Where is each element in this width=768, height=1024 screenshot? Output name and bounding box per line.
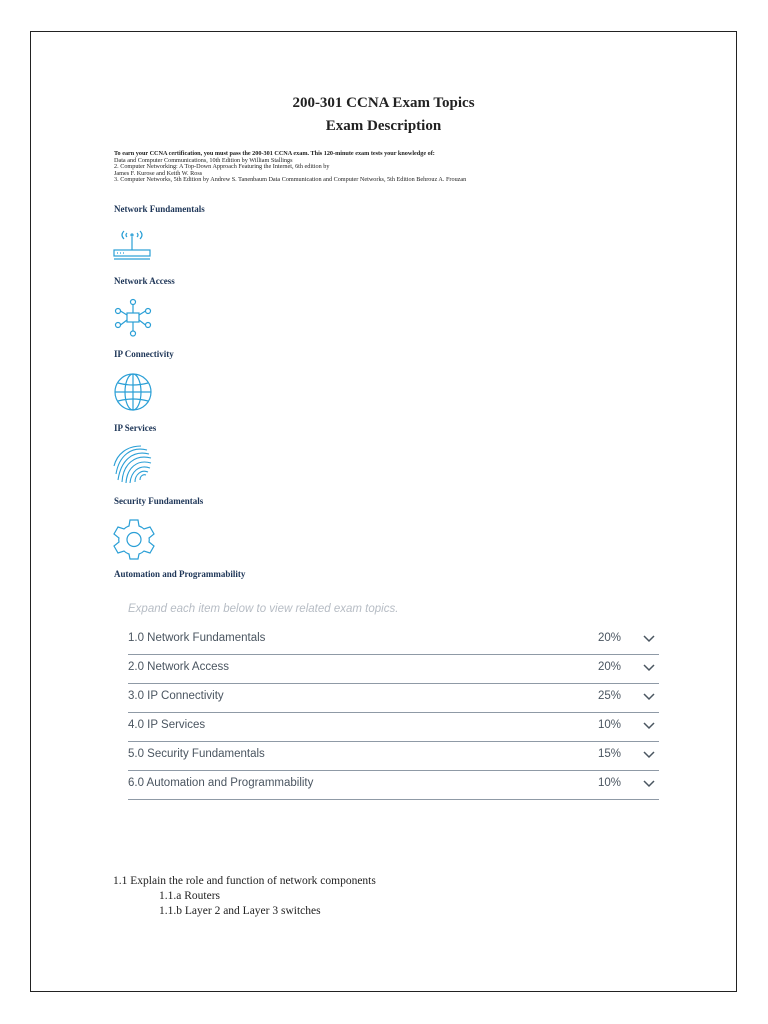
topic-name: 5.0 Security Fundamentals [128, 748, 265, 760]
topic-name: 1.0 Network Fundamentals [128, 632, 266, 644]
topic-name: 6.0 Automation and Programmability [128, 777, 314, 789]
intro-text [114, 151, 674, 184]
gear-icon [113, 518, 155, 560]
chevron-down-icon[interactable] [642, 748, 656, 760]
topic-name: 3.0 IP Connectivity [128, 690, 224, 702]
detail-item: 1.1.b Layer 2 and Layer 3 switches [159, 905, 321, 917]
detail-heading: 1.1 Explain the role and function of network components [113, 875, 376, 887]
topic-row[interactable] [128, 742, 659, 771]
page-title: 200-301 CCNA Exam Topics [292, 95, 475, 111]
chevron-down-icon[interactable] [642, 777, 656, 789]
category-heading-network-access: Network Access [114, 276, 175, 286]
topic-row[interactable] [128, 626, 659, 655]
topic-name: 4.0 IP Services [128, 719, 206, 731]
topic-row[interactable] [128, 713, 659, 742]
chevron-down-icon[interactable] [642, 690, 656, 702]
page-subtitle: Exam Description [325, 118, 442, 134]
chevron-down-icon[interactable] [642, 661, 656, 673]
category-heading-ip-services: IP Services [114, 423, 157, 433]
category-heading-automation: Automation and Programmability [114, 569, 246, 579]
wireless-router-icon [113, 226, 153, 262]
globe-icon [113, 372, 155, 414]
category-heading-security-fundamentals: Security Fundamentals [114, 496, 204, 506]
fingerprint-icon [113, 444, 155, 486]
topic-percent: 20% [598, 661, 622, 673]
intro-line: 2. Computer Networking: A Top-Down Approach Featuring the Internet, 6th edition by [114, 163, 330, 171]
category-heading-ip-connectivity: IP Connectivity [114, 349, 174, 359]
intro-line: Data and Computer Communications, 10th Edition by William Stallings [114, 156, 293, 164]
document-page [30, 31, 737, 992]
topics-hint: Expand each item below to view related exam topics. [128, 603, 399, 615]
intro-line: James F. Kurose and Keith W. Ross [114, 169, 203, 177]
chevron-down-icon[interactable] [642, 632, 656, 644]
intro-lead: To earn your CCNA certification, you must pass the 200-301 CCNA exam. This 120-minute exam tests your knowledge of: [114, 150, 435, 157]
intro-line: 3. Computer Networks, 5th Edition by Andrew S. Tanenbaum Data Communication and Computer Networks, 5th Edition Behrouz A. Frouzan [114, 176, 467, 184]
topic-row[interactable] [128, 655, 659, 684]
topic-name: 2.0 Network Access [128, 661, 229, 673]
category-heading-network-fundamentals: Network Fundamentals [114, 204, 205, 214]
topic-percent: 15% [598, 748, 622, 760]
topic-percent: 25% [598, 690, 622, 702]
topic-percent: 10% [598, 777, 622, 789]
topic-percent: 10% [598, 719, 622, 731]
topic-row[interactable] [128, 771, 659, 800]
detail-item: 1.1.a Routers [159, 890, 221, 902]
network-hub-icon [113, 298, 153, 338]
topic-row[interactable] [128, 684, 659, 713]
chevron-down-icon[interactable] [642, 719, 656, 731]
topic-percent: 20% [598, 632, 622, 644]
